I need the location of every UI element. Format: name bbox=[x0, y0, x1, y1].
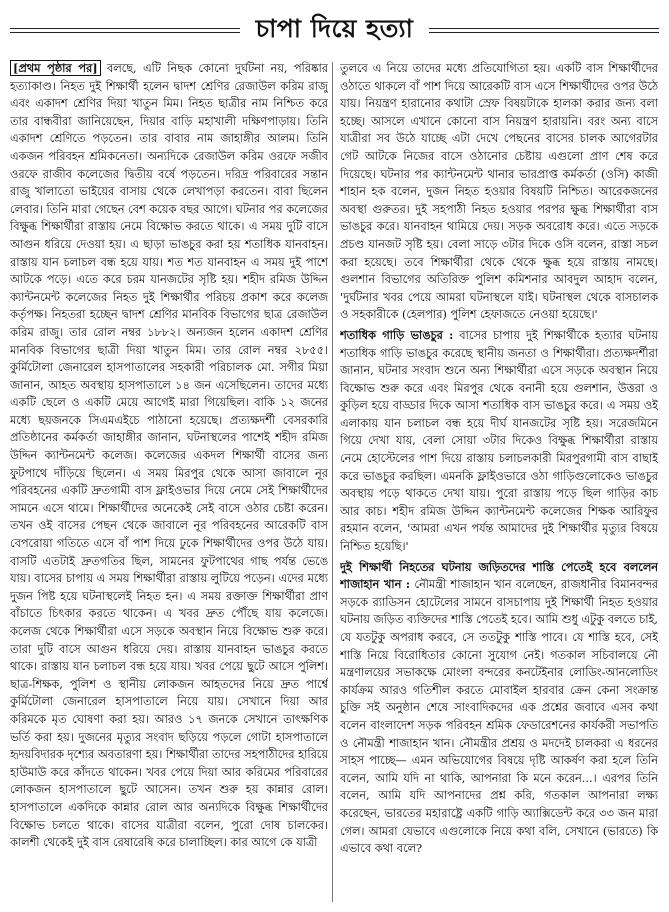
section-text: বাসের চাপায় দুই শিক্ষার্থীকে হত্যার ঘটনায় শতাধিক গাড়ি ভাঙচুর করেছে স্থানীয় জনতা ও শিক্ষার্থীরা। প্রত্যক্ষদর্শীরা জানান, ঘটনার সংবাদ শুনে অন্য শিক্ষার্থীরা এসে সড়কে অবস্থান নিয়ে বিক্ষোভ শুরু করে এবং মিরপুর থেকে বনানী হয়ে গুলশান, উত্তরা ও কুড়িল হয়ে বাড্ডার দিকে আসা শতাধিক বাস ভাঙচুর করে। এ সময় ওই এলাকায় যান চলাচল বন্ধ হয়ে দীর্ঘ যানজটের সৃষ্টি হয়। সরেজমিনে গিয়ে দেখা যায়, বেলা সোয়া ৩টার দিকেও বিক্ষুব্ধ শিক্ষার্থীরা রাস্তায় নেমে হোস্টেলের পাশ দিয়ে রাস্তায় চলাচলকারী মিরপুরগামী বাস বাছাই করে ভাঙচুর করছিল। এমনকি ফ্লাইওভারে ওঠা গাড়িগুলোকেও ভাঙচুর অবস্থায় পড়ে থাকতে দেখা যায়। পুরো রাস্তায় পড়ে ছিল গাড়ির কাচ আর কাচ। শহীদ রমিজ উদ্দিন ক্যান্টনমেন্ট কলেজের শিক্ষক আরিফুর রহমান বলেন, 'আমরা এখন পর্যন্ত আমাদের দুই শিক্ষার্থীর মৃত্যুর বিষয়ে নিশ্চিত হয়েছি।' bbox=[340, 328, 658, 554]
section-text: নৌমন্ত্রী শাজাহান খান বলেছেন, রাজধানীর বিমানবন্দর সড়কে র‌্যাডিসন হোটেলের সামনে বাসচাপায় দুই শিক্ষার্থী নিহত হওয়ার ঘটনায় জড়িত ব্যক্তিদের শাস্তি পেতেই হবে। আমি শুধু এটুকু বলতে চাই, যে যতটুকু অপরাধ করবে, সে ততটুকু শাস্তি পাবে। যে শাস্তি হবে, সেই শাস্তি নিয়ে বিরোধিতার কোনো সুযোগ নেই। গতকাল সচিবালয়ে নৌ মন্ত্রণালয়ের সভাকক্ষে মোংলা বন্দরের কনটেইনার লোডিং-আনলোডিং কার্যক্রম আরও গতিশীল করতে মোবাইল হারবার ক্রেন কেনা সংক্রান্ত চুক্তি সই অনুষ্ঠান শেষে সাংবাদিকদের এক প্রশ্নের জবাবে এসব কথা বলেন বাংলাদেশ সড়ক পরিবহন শ্রমিক ফেডারেশনের কার্যকরী সভাপতি ও নৌমন্ত্রী শাজাহান খান। নৌমন্ত্রীর প্রশ্রয় ও মদদেই চালকরা এ ধরনের সাহস পাচ্ছে— এমন অভিযোগের বিষয়ে দৃষ্টি আকর্ষণ করা হলে তিনি বলেন, আমি যদি না থাকি, আপনারা কি মনে করেন...। এরপর তিনি বলেন, আমি যদি আপনাদের প্রশ্ন করি, গতকাল আপনারা লক্ষ্য করেছেন, ভারতের মহারাষ্ট্রে একটি গাড়ি অ্যাক্সিডেন্ট করে ৩৩ জন মারা গেল। আমরা যেভাবে এগুলোকে নিয়ে কথা বলি, সেখানে (ভারতে) কি এভাবে কথা বলে? bbox=[340, 578, 658, 856]
article-paragraph: তুলবে এ নিয়ে তাদের মধ্যে প্রতিযোগিতা হয়। একটি বাস শিক্ষার্থীদের ওঠাতে থাকলে বাঁ পাশ দিয়ে আরেকটি বাস এসে শিক্ষার্থীদের ওপর উঠে যায়। নিয়ন্ত্রণ হারানোর কথাটা স্রেফ বিষয়টাকে হালকা করার জন্য বলা হচ্ছে। আসলে এখানে কোনো বাস নিয়ন্ত্রণ হারায়নি। বরং অন্য বাসে যাত্রীরা সব উঠে যাচ্ছে এটা দেখে পেছনের বাসের চালক আগেরটার গেট আটকে নিজের বাসে ওঠানোর চেষ্টায় এগুলো প্রাণ শেষ করে দিয়েছে। ঘটনার পর ক্যান্টনমেন্ট থানার ভারপ্রাপ্ত কর্মকর্তা (ওসি) কাজী শাহান হক বলেন, দুজন নিহত হওয়ার বিষয়টি নিশ্চিত। আরেকজনের অবস্থা গুরুতর। দুই সহপাঠী নিহত হওয়ার পরপর ক্ষুব্ধ শিক্ষার্থীরা বাস ভাঙচুর করে। যানবাহন থামিয়ে দেয়। সড়ক অবরোধ করে। এতে সড়কে প্রচণ্ড যানজট সৃষ্টি হয়। বেলা সাড়ে ৩টার দিকে ওসি বলেন, রাস্তা সচল করা হয়েছে। তবে শিক্ষার্থীরা থেকে থেকে ক্ষুব্ধ হয়ে রাস্তায় নামছে। গুলশান বিভাগের অতিরিক্ত পুলিশ কমিশনার আবদুল আহাদ বলেন, 'দুর্ঘটনার খবর পেয়ে আমরা ঘটনাস্থলে যাই। ঘটনাস্থল থেকে বাসচালক ও সহকারীকে (হেলপার) পুলিশ হেফাজতে নেওয়া হয়েছে।' bbox=[340, 62, 658, 322]
headline-rule-left bbox=[10, 28, 240, 33]
section-heading: দুই শিক্ষার্থী নিহতের ঘটনায় জড়িতদের শাস্তি পেতেই হবে বললেন শাজাহান খান : bbox=[340, 559, 658, 592]
column-divider bbox=[332, 62, 333, 902]
article-paragraph bbox=[10, 60, 328, 852]
section-heading: শতাধিক গাড়ি ভাঙচুর : bbox=[340, 327, 454, 342]
article-column-left bbox=[10, 60, 328, 905]
section-vandalism bbox=[340, 327, 658, 556]
article-column-right bbox=[340, 60, 658, 905]
headline: চাপা দিয়ে হত্যা bbox=[255, 13, 414, 43]
headline-bar bbox=[10, 8, 659, 52]
continuation-text: প্রথম পৃষ্ঠার পর bbox=[18, 61, 93, 75]
paragraph-text: বলছে, এটি নিছক কোনো দুর্ঘটনা নয়, পরিষ্কার হত্যাকাণ্ড। নিহত দুই শিক্ষার্থী হলেন দ্বাদশ শ্রেণির রেজাউল করিম রাজু এবং একাদশ শ্রেণির দিয়া খাতুন মিম। নিহত ছাত্রীর নাম নিশ্চিত করে তার বান্ধবীরা জানিয়েছেন, দিয়ার বাড়ি মহাখালী দক্ষিণপাড়ায়। তিনি একাদশ শ্রেণিতে পড়তেন। তার বাবার নাম জাহাঙ্গীর আলম। তিনি একজন পরিবহন শ্রমিকনেতা। অন্যদিকে রেজাউল করিম ওরফে সজীব ওরফে রাজীব কলেজের দ্বিতীয় বর্ষে পড়তেন। দরিদ্র পরিবারের সন্তান রাজু খালাতো ভাইয়ের বাসায় থেকে লেখাপড়া করতেন। বাবা ছিলেন লেবার। তিনি মারা গেছেন বেশ কয়েক বছর আগে। ঘটনার পর কলেজের বিক্ষুব্ধ শিক্ষার্থীরা রাস্তায় নেমে বিক্ষোভ করতে থাকে। এ সময় দুটি বাসে আগুন ধরিয়ে দেওয়া হয়। এ ছাড়া ভাঙচুর করা হয় শতাধিক যানবাহন। রাস্তায় যান চলাচল বন্ধ হয়ে যায়। শত শত যানবাহন এ সময় দুই পাশে আটকে পড়ে। এতে করে চরম যানজটের সৃষ্টি হয়। শহীদ রমিজ উদ্দিন ক্যান্টনমেন্ট কলেজের নিহত দুই শিক্ষার্থীর পরিচয় প্রকাশ করে কলেজ কর্তৃপক্ষ। নিহতরা হচ্ছেন দ্বাদশ শ্রেণির মানবিক বিভাগের ছাত্র রেজাউল করিম রাজু। তার রোল নম্বর ১৮৮২। অন্যজন হলেন একাদশ শ্রেণির মানবিক বিভাগের ছাত্রী দিয়া খাতুন মিম। তার রোল নম্বর ২৮৫৫। কুর্মিটোলা জেনারেল হাসপাতালের সহকারী পরিচালক মো. সগীর মিয়া জানান, আহত অবস্থায় হাসপাতালে ১৪ জন এসেছিলেন। তাদের মধ্যে একটি ছেলে ও একটি মেয়ে আগেই মারা গিয়েছিল। বাকি ১২ জনের মধ্যে ছয়জনকে সিএমএইচে পাঠানো হয়েছে। প্রত্যক্ষদর্শী বেসরকারি প্রতিষ্ঠানের কর্মকর্তা জাহাঙ্গীর জানান, ঘটনাস্থলের পাশেই শহীদ রমিজ উদ্দিন ক্যান্টনমেন্ট কলেজ। কলেজের একদল শিক্ষার্থী বাসের জন্য ফুটপাথে দাঁড়িয়ে ছিলেন। এ সময় মিরপুর থেকে আসা জাবালে নূর পরিবহনের একটি দ্রুতগামী বাস ফ্লাইওভার দিয়ে নেমে সেই শিক্ষার্থীদের সামনে এসে থামে। শিক্ষার্থীদের অনেকেই সেই বাসে ওঠার চেষ্টা করেন। তখন ওই বাসের পেছন থেকে জাবালে নূর পরিবহনের আরেকটি বাস বেপরোয়া গতিতে এসে বাঁ পাশ দিয়ে ঢুকে শিক্ষার্থীদের ওপর উঠে যায়। বাসটি এতটাই দ্রুতগতির ছিল, সামনের ফুটপাথের গাছ পর্যন্ত ভেঙে যায়। বাসের চাপায় এ সময় শিক্ষার্থীরা রাস্তায় লুটিয়ে পড়েন। এদের মধ্যে দুজন পিষ্ট হয়ে ঘটনাস্থলেই নিহত হন। এ সময় রক্তাক্ত শিক্ষার্থীরা প্রাণ বাঁচাতে চিৎকার করতে থাকেন। এ খবর দ্রুত পৌঁছে যায় কলেজে। কলেজ থেকে শিক্ষার্থীরা এসে সড়কে অবস্থান নিয়ে বিক্ষোভ শুরু করে। তারা দুটি বাসে আগুন ধরিয়ে দেয়। রাস্তায় যানবাহন ভাঙচুর করতে থাকে। রাস্তায় যান চলাচল বন্ধ হয়ে যায়। খবর পেয়ে ছুটে আসে পুলিশ। ছাত্র-শিক্ষক, পুলিশ ও স্থানীয় লোকজন আহতদের নিয়ে দ্রুত পার্শ্বে কুর্মিটোলা জেনারেল হাসপাতালে নিয়ে যায়। সেখানে দিয়া আর করিমকে মৃত ঘোষণা করা হয়। আরও ১৭ জনকে সেখানে তাৎক্ষণিক ভর্তি করা হয়। দুজনের মৃত্যুর সংবাদ ছড়িয়ে পড়লে গোটা হাসপাতালে হৃদয়বিদারক দৃশ্যের অবতারণা হয়। শিক্ষার্থীরা তাদের সহপাঠীদের হারিয়ে হাউমাউ করে কাঁদতে থাকেন। খবর পেয়ে দিয়া আর করিমের পরিবারের লোকজন হাসপাতালে ছুটে আসেন। তখন শুরু হয় কান্নার রোল। হাসপাতালে একদিকে কান্নার রোল আর অন্যদিকে বিক্ষুব্ধ শিক্ষার্থীদের বিক্ষোভ চলতে থাকে। বাসের যাত্রীরা বলেন, পুরো দোষ চালকের। কালশী থেকেই দুই বাস রেষারেষি করে চালাচ্ছিল। কার আগে কে যাত্রী bbox=[10, 62, 328, 850]
section-minister-statement bbox=[340, 559, 658, 858]
headline-rule-right bbox=[429, 28, 659, 33]
continuation-label: [প্রথম পৃষ্ঠার পর] bbox=[10, 60, 101, 76]
